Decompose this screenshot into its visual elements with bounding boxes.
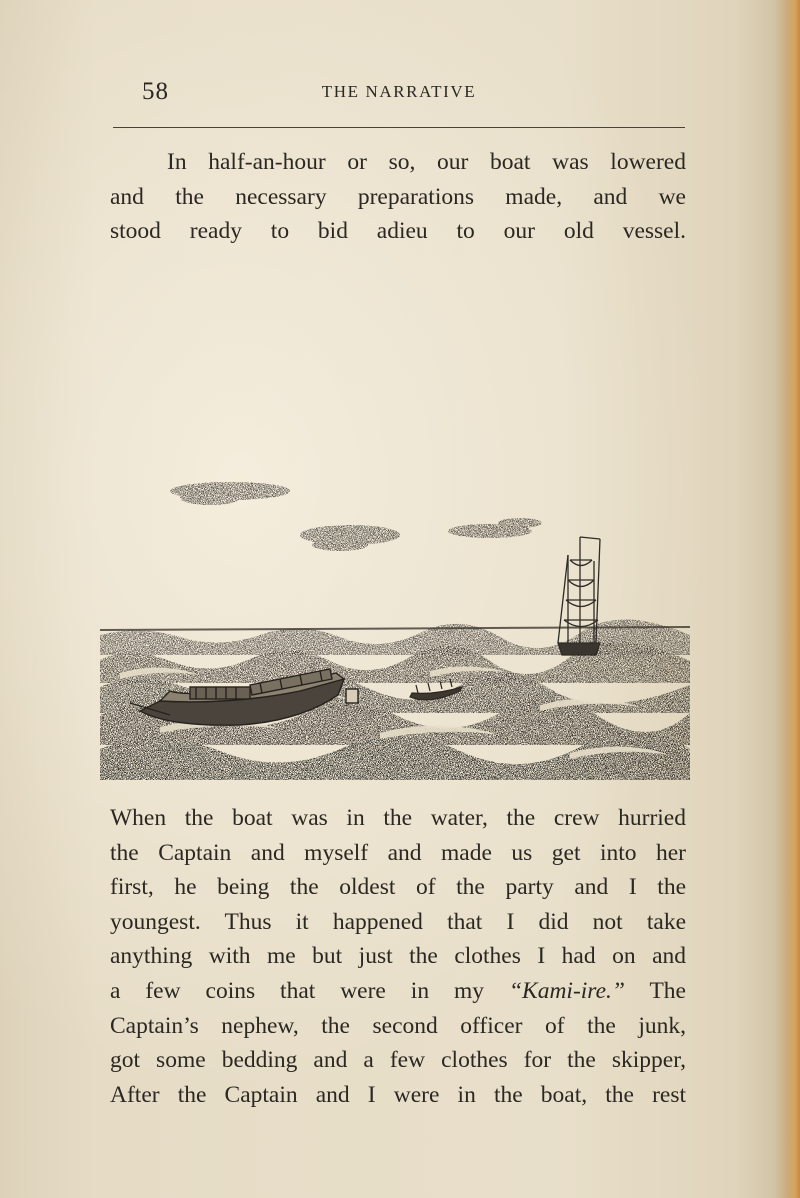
text-line: anything with me but just the clothes I had on and — [110, 943, 686, 970]
ship-illustration — [100, 465, 690, 795]
line-6-prefix: a few coins that were in my — [110, 977, 509, 1004]
line-6-suffix: The — [624, 977, 686, 1004]
text-line: got some bedding and a few clothes for the skipper, — [110, 1047, 686, 1074]
running-head: THE NARRATIVE — [321, 82, 477, 101]
paragraph-2 — [110, 801, 686, 1112]
text-line-with-term — [110, 974, 686, 1009]
page-header — [112, 78, 686, 108]
page-spine-shadow — [774, 0, 800, 1198]
text-line: In half-an-hour or so, our boat was lowered — [167, 149, 686, 175]
cloud-marks — [170, 482, 542, 551]
header-rule — [113, 127, 685, 128]
kami-ire-term: “Kami-ire.” — [508, 977, 625, 1004]
text-line: Captain’s nephew, the second officer of the junk, — [110, 1012, 686, 1039]
text-line: first, he being the oldest of the party and I the — [110, 874, 686, 901]
text-line: After the Captain and I were in the boat, the rest — [110, 1081, 686, 1108]
text-line: and the necessary preparations made, and we — [110, 183, 686, 210]
page-number: 58 — [142, 78, 169, 105]
text-line: the Captain and myself and made us get into her — [110, 839, 686, 866]
text-line: When the boat was in the water, the crew hurried — [110, 805, 686, 831]
text-line: stood ready to bid adieu to our old vessel. — [110, 218, 686, 245]
paragraph-1 — [110, 145, 686, 249]
text-line: youngest. Thus it happened that I did not take — [110, 908, 686, 935]
